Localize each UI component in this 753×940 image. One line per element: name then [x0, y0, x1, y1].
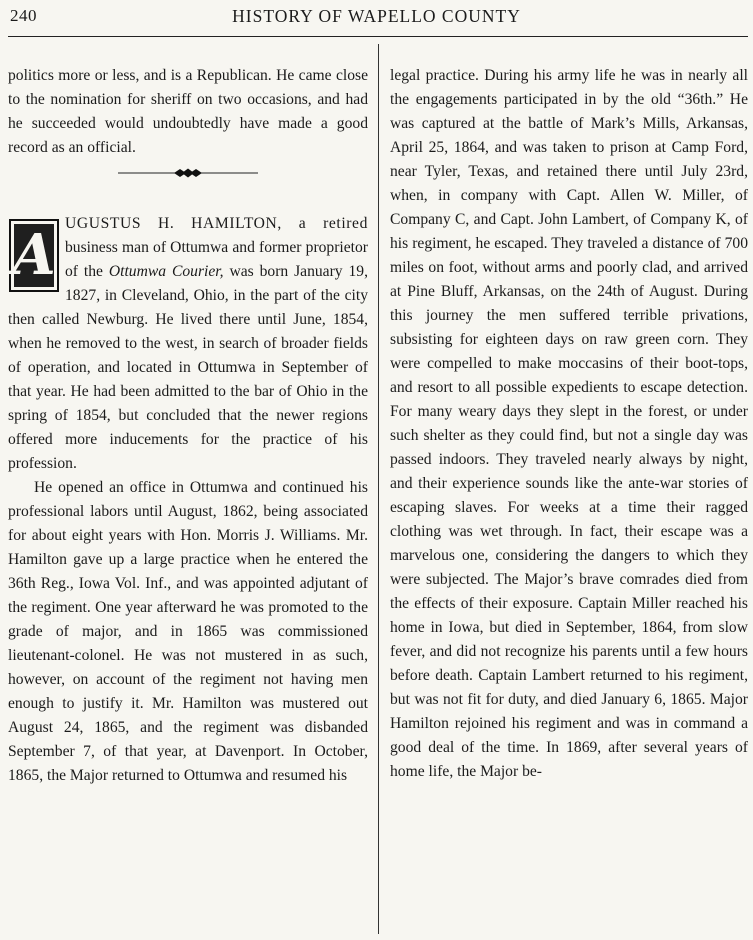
- biography-text-a: a retired business man of Ottumwa and former proprietor of the: [65, 215, 368, 280]
- left-column: [8, 64, 368, 788]
- left-paragraph-1: politics more or less, and is a Republican. He came close to the nomination for sheriff on two occasions, and had he succeeded would undoubtedly have made a good record as an official.: [8, 67, 368, 156]
- right-paragraph-1: legal practice. During his army life he was in nearly all the engagements participated in by the old “36th.” He was captured at the battle of Mark’s Mills, Arkansas, April 25, 1864, and was taken to prison at Camp Ford, near Tyler, Texas, and retained there until July 23rd, when, in company with Capt. Allen W. Miller, of Company C, and Capt. John Lambert, of Company K, of his regiment, he escaped. They traveled a distance of 700 miles on foot, without arms and poorly clad, and arrived at Pine Bluff, Arkansas, on the 24th of August. During this journey the men suffered terrible privations, subsisting for eighteen days on raw green corn. They were compelled to make moccasins of their boot-tops, and resort to all possible expedients to escape detection. For many weary days they slept in the forest, or under such shelter as they could find, but not a single day was passed indoors. They traveled nearly always by night, and their experience sounds like the ante-war stories of escaping slaves. For weeks at a time their ragged clothing was wet through. In fact, their escape was a marvelous one, considering the dangers to which they were subjected. The Major’s brave comrades died from the effects of their exposure. Captain Miller reached his home in Iowa, but died in September, 1864, from slow fever, and did not recognize his parents until a few hours before death. Captain Lambert returned to his regiment, but was not fit for duty, and died January 6, 1865. Major Hamilton rejoined his regiment and was in command a good deal of the time. In 1869, after several years of home life, the Major be-: [390, 67, 748, 780]
- biography-paragraph: [8, 212, 368, 476]
- page-header: [0, 0, 753, 40]
- drop-cap-initial: A: [9, 219, 59, 292]
- column-divider: [378, 44, 379, 934]
- page-number: 240: [10, 6, 37, 25]
- newspaper-title: Ottumwa Courier,: [108, 263, 224, 280]
- running-title: HISTORY OF WAPELLO COUNTY: [232, 6, 521, 26]
- right-column: [390, 64, 748, 784]
- biography-name: UGUSTUS H. HAMILTON,: [65, 215, 282, 232]
- header-rule: [8, 36, 748, 37]
- section-ornament-icon: [118, 166, 258, 180]
- biography-text-b: was born January 19, 1827, in Cleveland, Ohio, in the part of the city then called Newburg. He lived there until June, 1854, when he removed to the west, in search of broader fields of operation, and located in Ottumwa in September of that year. He had been admitted to the bar of Ohio in the spring of 1854, but concluded that the newer regions offered more inducements for the practice of his profession.: [8, 263, 368, 472]
- left-paragraph-3: He opened an office in Ottumwa and continued his professional labors until August, 1862, being associated for about eight years with Hon. Morris J. Williams. Mr. Hamilton gave up a large practice when he entered the 36th Reg., Iowa Vol. Inf., and was appointed adjutant of the regiment. One year afterward he was promoted to the grade of major, and in 1865 was commissioned lieutenant-colonel. He was not mustered in as such, however, on account of the regiment not having men enough to justify it. Mr. Hamilton was mustered out August 24, 1865, and the regiment was disbanded September 7, of that year, at Davenport. In October, 1865, the Major returned to Ottumwa and resumed his: [8, 479, 368, 784]
